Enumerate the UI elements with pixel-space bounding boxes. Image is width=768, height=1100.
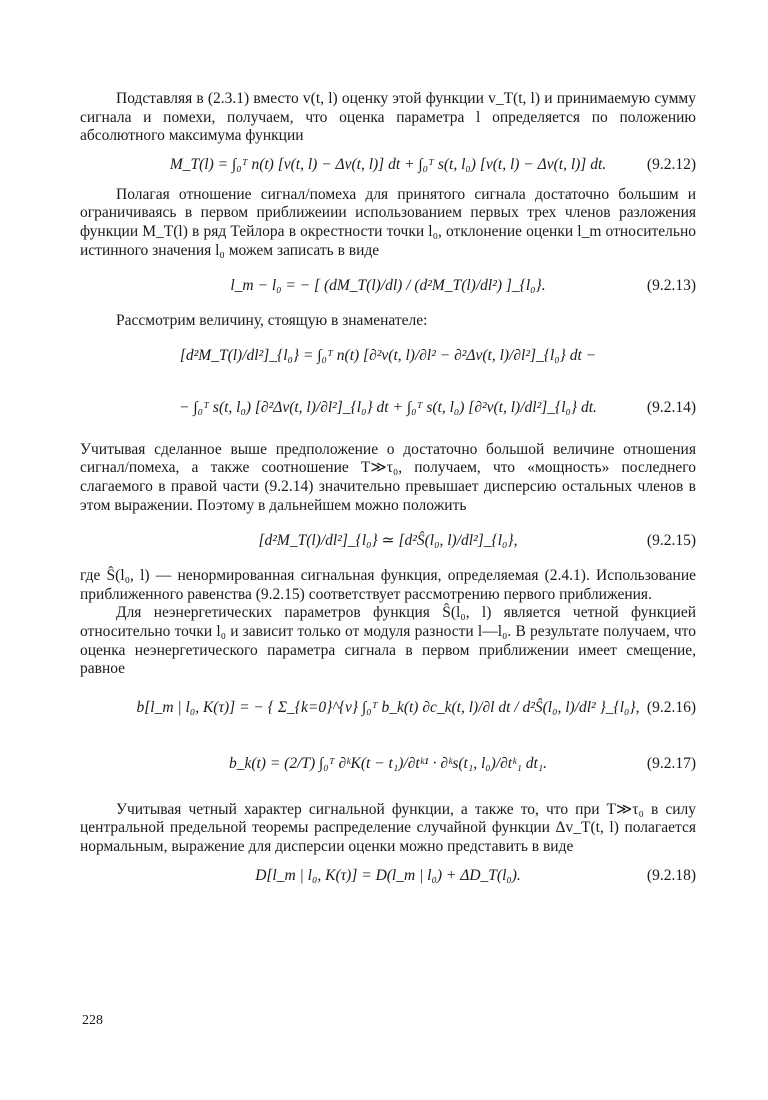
equation-text: b_k(t) = (2/T) ∫₀ᵀ ∂ᵏK(t − t₁)/∂tᵏ¹ · ∂ᵏs(t₁, l₀)/∂tᵏ₁ dt₁. [228,755,548,773]
equation-9-2-13 [80,260,696,312]
equation-number: (9.2.17) [646,755,696,773]
paragraph-7: Учитывая четный характер сигнальной функции, а также то, что при T≫τ₀ в силу центральной предельной теоремы распределение случайной функции Δv_T(t, l) полагается нормальным, выражение для дисперсии оценки можно представить в виде [80,800,696,855]
paragraph-2: Полагая отношение сигнал/помеха для принятого сигнала достаточно большим и ограничиваясь в первом приближеиии использованием первых трех членов разложения функции M_T(l) в ряд Тейлора в окрестности точки l₀, отклонение оценки l_m относительно истинного значения l₀ можем записать в виде [80,185,696,259]
paragraph-3: Рассмотрим величину, стоящую в знаменателе: [116,312,428,330]
equation-number: (9.2.12) [646,156,696,174]
equation-9-2-18 [80,856,696,896]
equation-number: (9.2.13) [646,276,696,294]
equation-text: M_T(l) = ∫₀ᵀ n(t) [v(t, l) − Δv(t, l)] dt + ∫₀ᵀ s(t, l₀) [v(t, l) − Δv(t, l)] dt. [169,156,607,174]
equation-text: b[l_m | l₀, K(τ)] = − { Σ_{k=0}^{ν} ∫₀ᵀ b_k(t) ∂c_k(t, l)/∂l dt / d²Ŝ(l₀, l)/dl² }_{l₀}, [136,699,640,717]
equation-9-2-17 [80,739,696,791]
equation-9-2-14-line-1 [80,331,696,383]
equation-number: (9.2.15) [646,531,696,549]
paragraph-1: Подставляя в (2.3.1) вместо v(t, l) оценку этой функции v_T(t, l) и принимаемую сумму сигнала и помехи, получаем, что оценка параметра l определяется по положению абсолютного максимума функции [80,90,696,145]
equation-number: (9.2.14) [646,399,696,417]
equation-9-2-12 [80,146,696,186]
equation-text: [d²M_T(l)/dl²]_{l₀} = ∫₀ᵀ n(t) [∂²v(t, l)/∂l² − ∂²Δv(t, l)/∂l²]_{l₀} dt − [179,347,597,365]
equation-number: (9.2.16) [646,699,696,717]
equation-text: l_m − l₀ = − [ (dM_T(l)/dl) / (d²M_T(l)/dl²) ]_{l₀}. [230,276,546,294]
equation-text: − ∫₀ᵀ s(t, l₀) [∂²Δv(t, l)/∂l²]_{l₀} dt + ∫₀ᵀ s(t, l₀) [∂²v(t, l)/dl²]_{l₀} dt. [179,399,597,417]
equation-9-2-15 [80,515,696,567]
equation-text: [d²M_T(l)/dl²]_{l₀} ≃ [d²Ŝ(l₀, l)/dl²]_{l₀}, [258,531,518,549]
equation-text: D[l_m | l₀, K(τ)] = D(l_m | l₀) + ΔD_T(l₀). [255,867,521,885]
paragraph-5: где Ŝ(l₀, l) — ненормированная сигнальная функция, определяемая (2.4.1). Использование приближенного равенства (9.2.15) соответствует рассмотрению первого приближения. [80,567,696,603]
page-body [80,90,696,896]
page-number: 228 [82,1013,103,1028]
equation-9-2-14-line-2 [80,383,696,435]
paragraph-4: Учитывая сделанное выше предположение о достаточно большой величине отношения сигнал/помеха, а также соотношение T≫τ₀, получаем, что «мощность» последнего слагаемого в правой части (9.2.14) значительно превышает дисперсию остальных членов в этом выражении. Поэтому в дальнейшем можно положить [80,440,696,514]
equation-9-2-16 [80,679,696,739]
paragraph-6: Для неэнергетических параметров функция Ŝ(l₀, l) является четной функцией относительно точки l₀ и зависит только от модуля разности l—l₀. В результате получаем, что оценка неэнергетического параметра сигнала в первом приближении имеет смещение, равное [80,604,696,678]
equation-number: (9.2.18) [646,867,696,885]
